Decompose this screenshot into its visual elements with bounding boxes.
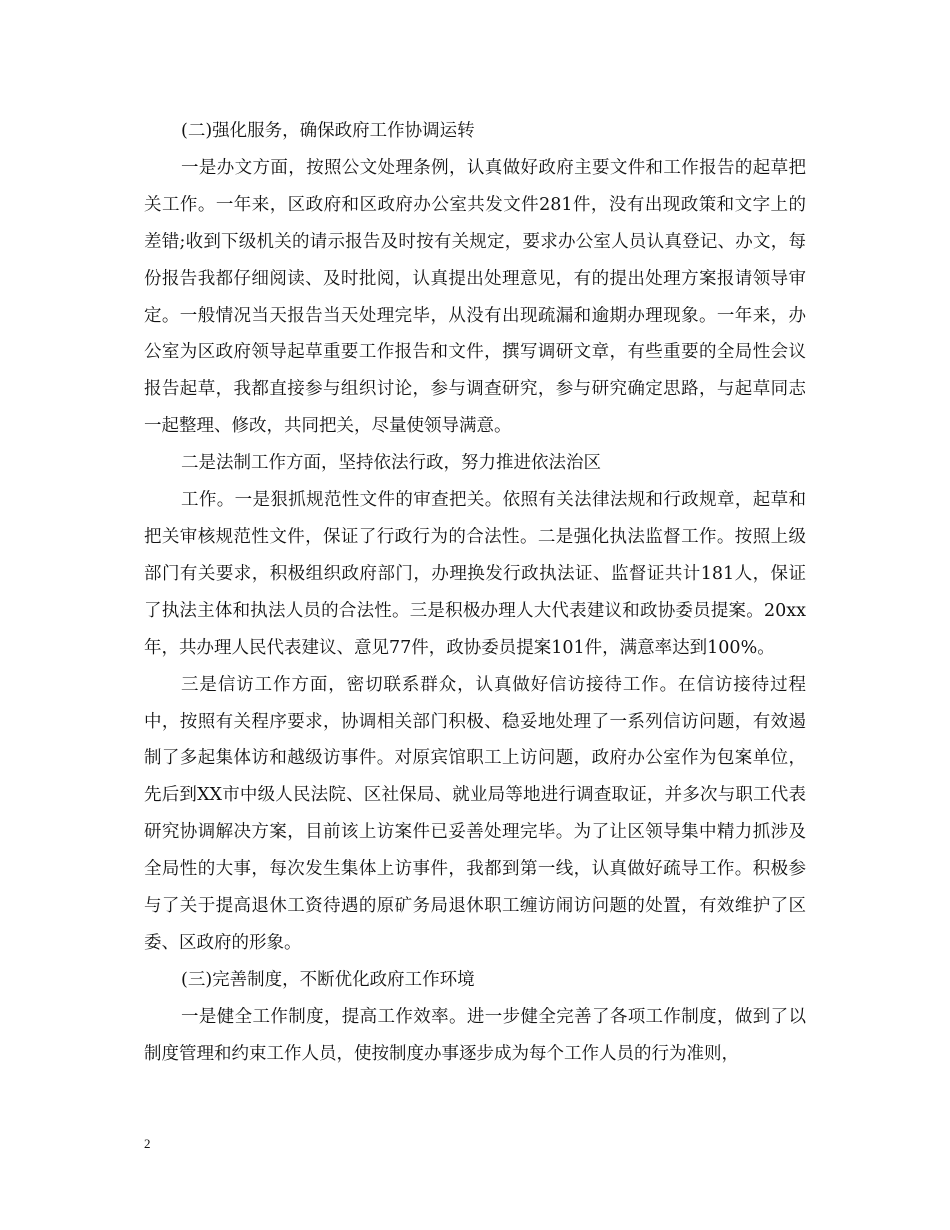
section-heading-systems: (三)完善制度，不断优化政府工作环境 [181, 969, 475, 990]
paragraph-document-handling: 一是办文方面，按照公文处理条例，认真做好政府主要文件和工作报告的起草把关工作。一年来，区政府和区政府办公室共发文件281件，没有出现政策和文字上的差错;收到下级机关的请示报告及时按有关规定，要求办公室人员认真登记、办文，每份报告我都仔细阅读、及时批阅，认真提出处理意见，有的提出处理方案报请领导审定。一般情况当天报告当天处理完毕，从没有出现疏漏和逾期办理现象。一年来，办公室为区政府领导起草重要工作报告和文件，撰写调研文章，有些重要的全局性会议报告起草，我都直接参与组织讨论，参与调查研究，参与研究确定思路，与起草同志一起整理、修改，共同把关，尽量使领导满意。 [144, 157, 806, 437]
document-body [144, 113, 806, 1073]
page-number: 2 [144, 1136, 151, 1151]
paragraph-work-systems: 一是健全工作制度，提高工作效率。进一步健全完善了各项工作制度，做到了以制度管理和约束工作人员，使按制度办事逐步成为每个工作人员的行为准则， [144, 1006, 806, 1064]
section-heading-service: (二)强化服务，确保政府工作协调运转 [181, 121, 475, 141]
paragraph-legal-work-heading: 二是法制工作方面，坚持依法行政，努力推进依法治区 [181, 453, 601, 474]
paragraph-petition-work: 三是信访工作方面，密切联系群众，认真做好信访接待工作。在信访接待过程中，按照有关程序要求，协调相关部门积极、稳妥地处理了一系列信访问题，有效遏制了多起集体访和越级访事件。对原宾馆职工上访问题，政府办公室作为包案单位，先后到XX市中级人民法院、区社保局、就业局等地进行调查取证，并多次与职工代表研究协调解决方案，目前该上访案件已妥善处理完毕。为了让区领导集中精力抓涉及全局性的大事，每次发生集体上访事件，我都到第一线，认真做好疏导工作。积极参与了关于提高退休工资待遇的原矿务局退休职工缠访闹访问题的处置，有效维护了区委、区政府的形象。 [144, 674, 806, 953]
paragraph-legal-work: 工作。一是狠抓规范性文件的审查把关。依照有关法律法规和行政规章，起草和把关审核规范性文件，保证了行政行为的合法性。二是强化执法监督工作。按照上级部门有关要求，积极组织政府部门，办理换发行政执法证、监督证共计181人，保证了执法主体和执法人员的合法性。三是积极办理人大代表建议和政协委员提案。20xx年，共办理人民代表建议、意见77件，政协委员提案101件，满意率达到100%。 [144, 490, 806, 658]
